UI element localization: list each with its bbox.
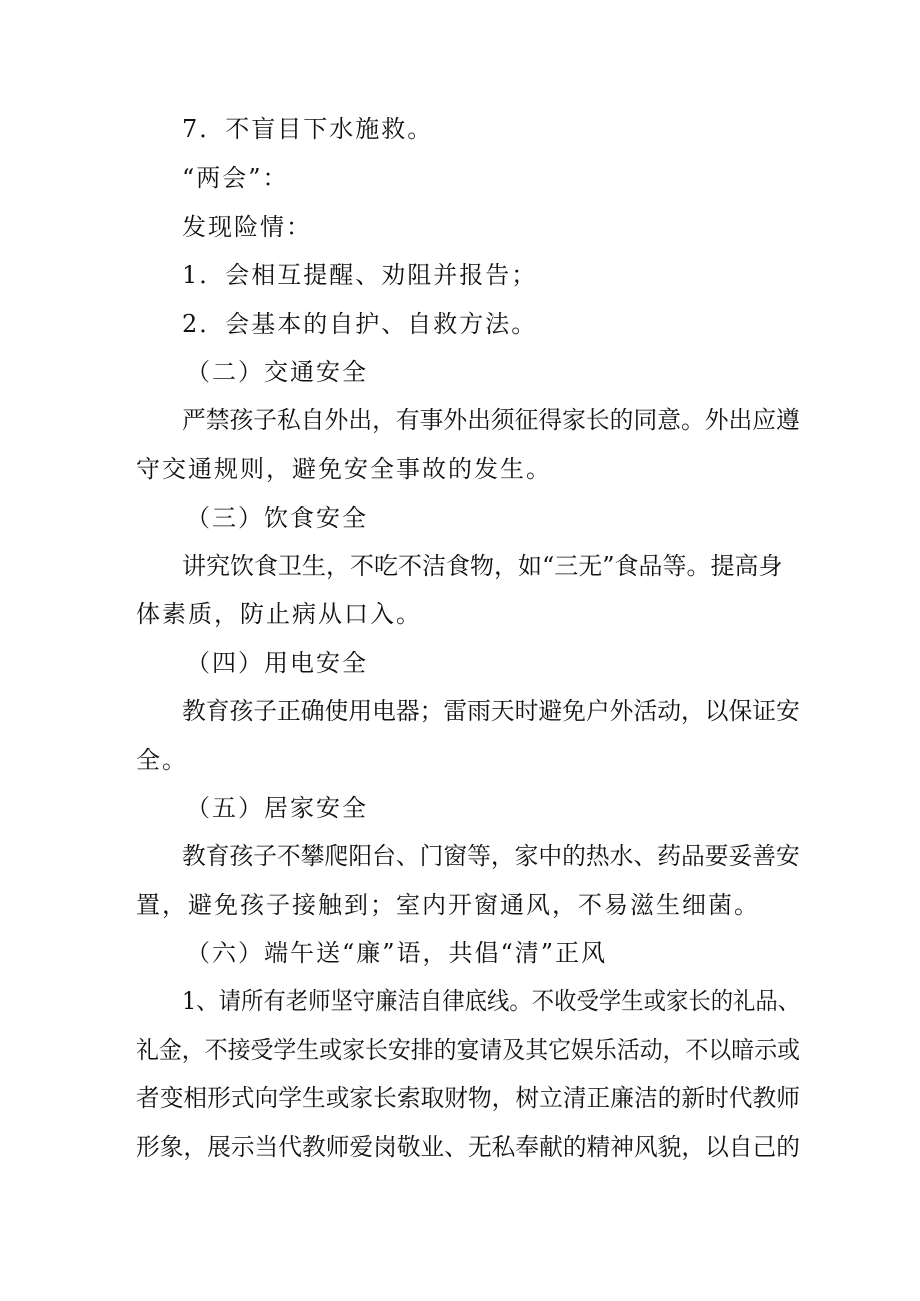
subheading-danger-found: 发现险情：	[182, 213, 312, 241]
paragraph-integrity-line-2: 礼金，不接受学生或家长安排的宴请及其它娱乐活动，不以暗示或	[136, 1036, 800, 1064]
list-item-7: 7．不盲目下水施救。	[182, 115, 434, 143]
paragraph-home-line-2: 置，避免孩子接触到；室内开窗通风，不易滋生细菌。	[136, 891, 760, 919]
paragraph-integrity-line-3: 者变相形式向学生或家长索取财物，树立清正廉洁的新时代教师	[136, 1084, 800, 1112]
section-heading-integrity: （六）端午送“廉”语，共倡“清”正风	[186, 939, 608, 967]
paragraph-food-line-1: 讲究饮食卫生，不吃不洁食物，如“三无”食品等。提高身	[182, 552, 783, 580]
paragraph-food-line-2: 体素质，防止病从口入。	[136, 600, 422, 628]
list-item-1: 1．会相互提醒、劝阻并报告；	[182, 261, 538, 289]
paragraph-traffic-line-2: 守交通规则，避免安全事故的发生。	[136, 455, 552, 483]
list-item-2: 2．会基本的自护、自救方法。	[182, 310, 538, 338]
paragraph-home-line-1: 教育孩子不攀爬阳台、门窗等，家中的热水、药品要妥善安	[182, 842, 800, 870]
paragraph-integrity-line-1: 1、请所有老师坚守廉洁自律底线。不收受学生或家长的礼品、	[182, 987, 801, 1015]
paragraph-integrity-line-4: 形象，展示当代教师爱岗敬业、无私奉献的精神风貌，以自己的	[136, 1133, 800, 1161]
section-heading-home: （五）居家安全	[186, 794, 368, 822]
paragraph-electric-line-1: 教育孩子正确使用电器；雷雨天时避免户外活动，以保证安	[182, 697, 800, 725]
section-heading-electric: （四）用电安全	[186, 649, 368, 677]
section-heading-food: （三）饮食安全	[186, 504, 368, 532]
paragraph-traffic-line-1: 严禁孩子私自外出，有事外出须征得家长的同意。外出应遵	[182, 406, 800, 434]
heading-two-meetings: “两会”：	[182, 164, 289, 192]
section-heading-traffic: （二）交通安全	[186, 358, 368, 386]
paragraph-electric-line-2: 全。	[136, 746, 188, 774]
